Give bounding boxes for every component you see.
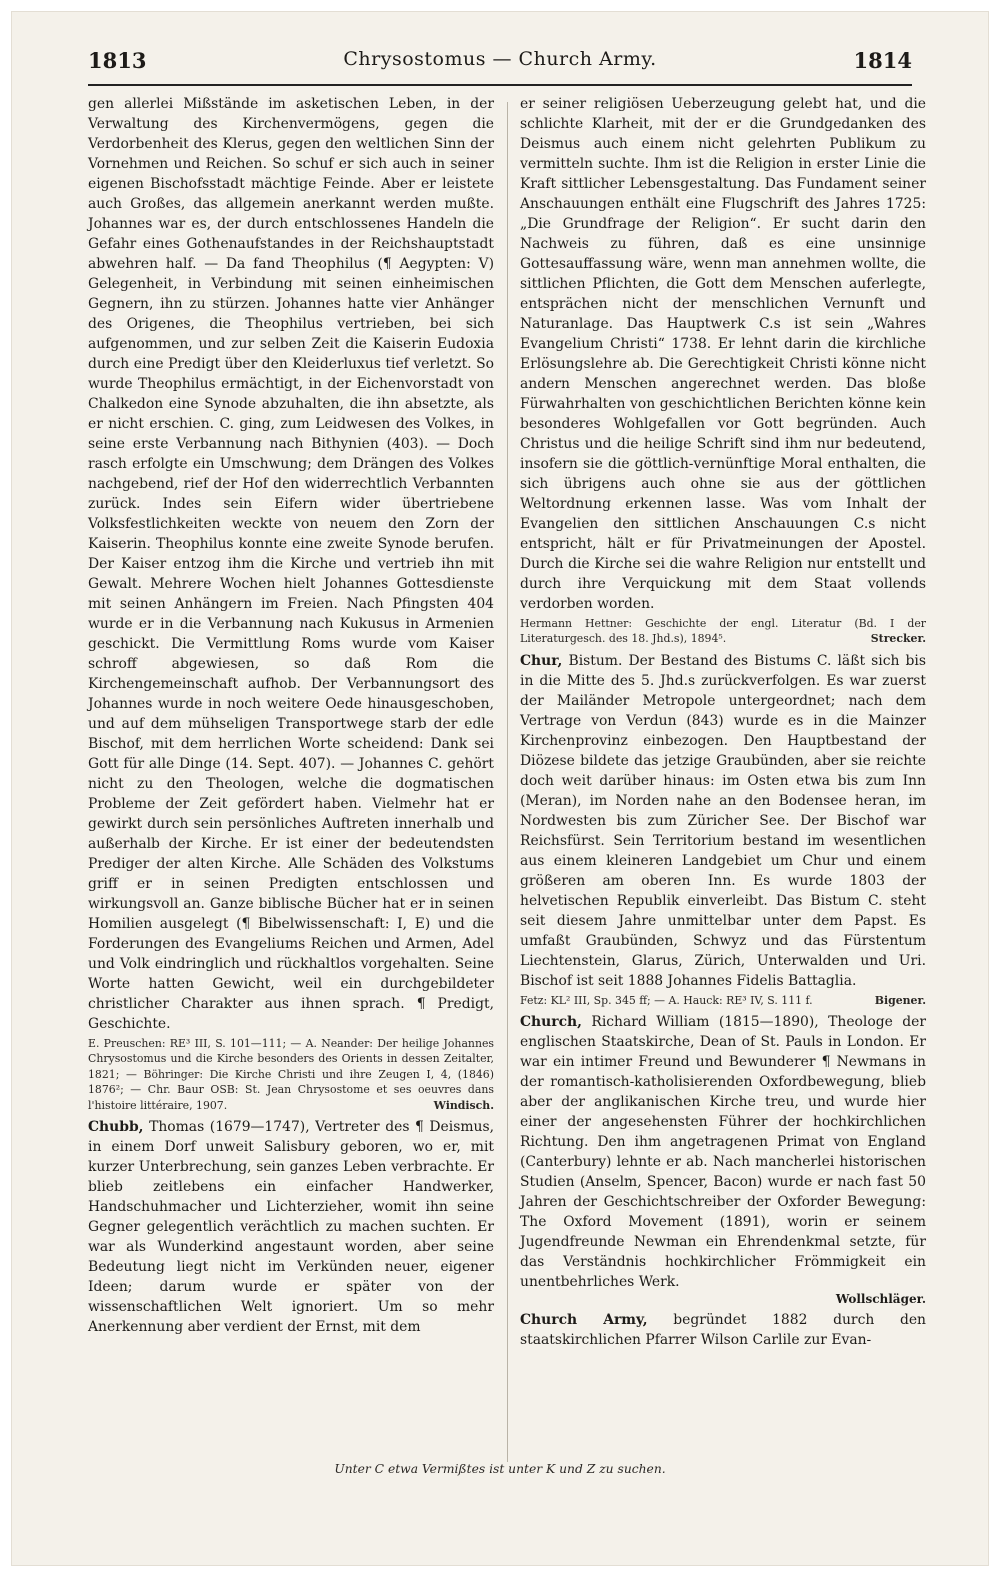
literature-chrysostomus bbox=[88, 1036, 494, 1113]
page-footer-note: Unter C etwa Vermißtes ist unter K und Z zu suchen. bbox=[334, 1462, 666, 1476]
entry-chubb bbox=[88, 1117, 494, 1337]
right-column bbox=[520, 94, 926, 1350]
left-page-number: 1813 bbox=[88, 48, 147, 73]
entry-chur bbox=[520, 651, 926, 991]
entry-text: begründet 1882 durch den staatskirchlichen Pfarrer Wilson Carlile zur Evan- bbox=[520, 1312, 926, 1349]
literature-text: E. Preuschen: RE³ III, S. 101—111; — A. Neander: Der heilige Johannes Chrysostomus und die Kirche besonders des Orients in dessen Zeitalter, 1821; — Böhringer: Die Kirche Christi und ihre Zeugen I, 4, (1846) 1876²; — Chr. Baur OSB: St. Jean Chrysostome et ses oeuvres dans l'histoire littéraire, 1907. bbox=[88, 1037, 494, 1112]
author-signature: Windisch. bbox=[433, 1098, 494, 1112]
author-signature: Bigener. bbox=[874, 993, 926, 1007]
page-header bbox=[88, 48, 912, 82]
entry-church-army bbox=[520, 1310, 926, 1350]
literature-chur bbox=[520, 993, 926, 1008]
entry-church bbox=[520, 1012, 926, 1292]
literature-chubb bbox=[520, 616, 926, 647]
dictionary-page bbox=[12, 12, 988, 1565]
author-signature: Wollschläger. bbox=[835, 1292, 926, 1307]
author-signature: Strecker. bbox=[870, 632, 926, 646]
lemma-church-army: Church Army, bbox=[520, 1312, 648, 1329]
entry-text: Richard William (1815—1890), Theologe der englischen Staatskirche, Dean of St. Pauls in London. Er war ein intimer Freund und Bewunderer ¶ Newmans in der romantisch-katholisierenden Oxfordbewegung, blieb aber der anglikanischen Kirche treu, und wurde hier einer der angesehensten Führer der hochkirchlichen Richtung. Den ihm angetragenen Primat von England (Canterbury) lehnte er ab. Nach mancherlei historischen Studien (Anselm, Spencer, Bacon) wurde er nach fast 50 Jahren der Geschichtschreiber der Oxforder Bewegung: The Oxford Movement (1891), worin er seinem Jugendfreunde Newman ein Ehrendenkmal setzte, für das Verständnis hochkirchlicher Frömmigkeit ein unentbehrliches Werk. bbox=[520, 1014, 926, 1291]
literature-text: Hermann Hettner: Geschichte der engl. Literatur (Bd. I der Literaturgesch. des 18. Jhd.s), 1894⁵. bbox=[520, 617, 926, 646]
right-page-number: 1814 bbox=[853, 48, 912, 73]
chubb-continuation: er seiner religiösen Ueberzeugung gelebt hat, und die schlichte Klarheit, mit der er die Grundgedanken des Deismus auch einem nicht gelehrten Publikum zu vermitteln suchte. Ihm ist die Religion in erster Linie die Kraft sittlicher Lebensgestaltung. Das Fundament seiner Anschauungen enthält eine Flugschrift des Jahres 1725: „Die Grundfrage der Religion“. Er sucht darin den Nachweis zu führen, daß es eine unsinnige Gottesauffassung wäre, wenn man annehmen wollte, die sittlichen Pflichten, die Gott dem Menschen auferlegte, entsprächen nicht der menschlichen Vernunft und Naturanlage. Das Hauptwerk C.s ist sein „Wahres Evangelium Christi“ 1738. Er lehnt darin die kirchliche Erlösungslehre ab. Die Gerechtigkeit Christi könne nicht andern Menschen angerechnet werden. Das bloße Fürwahrhalten von geschichtlichen Berichten könne kein besonderes Wohlgefallen vor Gott begründen. Auch Christus und die heilige Schrift sind ihm nur bedeutend, insofern sie die göttlich-vernünftige Moral enthalten, die sich übrigens auch ohne sie aus der göttlichen Weltordnung erkennen lasse. Was vom Inhalt der Evangelien den sittlichen Anschauungen C.s nicht entspricht, hält er für Privatmeinungen der Apostel. Durch die Kirche sei die wahre Religion nur entstellt und durch ihre Verquickung mit dem Staat vollends verdorben worden. bbox=[520, 96, 926, 612]
literature-text: Fetz: KL² III, Sp. 345 ff; — A. Hauck: RE³ IV, S. 111 f. bbox=[520, 993, 813, 1007]
lemma-church: Church, bbox=[520, 1014, 582, 1031]
lemma-chubb: Chubb, bbox=[88, 1119, 144, 1136]
running-title: Chrysostomus — Church Army. bbox=[343, 48, 657, 70]
header-rule bbox=[88, 84, 912, 86]
entry-text: Bistum. Der Bestand des Bistums C. läßt sich bis in die Mitte des 5. Jhd.s zurückverfolgen. Es war zuerst der Mailänder Metropole untergeordnet; nach dem Vertrage von Verdun (843) wurde es in die Mainzer Kirchenprovinz einbezogen. Den Hauptbestand der Diözese bildete das jetzige Graubünden, aber sie reichte doch weit darüber hinaus: im Osten etwa bis zum Inn (Meran), im Norden nahe an den Bodensee heran, im Nordwesten bis zum Züricher See. Der Bischof war Reichsfürst. Sein Territorium bestand im wesentlichen aus einem kleineren Landgebiet um Chur und einem größeren am oberen Inn. Es wurde 1803 der helvetischen Republik einverleibt. Das Bistum C. steht seit diesem Jahre unmittelbar unter dem Papst. Es umfaßt Graubünden, Schwyz und das Fürstentum Liechtenstein, Glarus, Zürich, Unterwalden und Uri. Bischof ist seit 1888 Johannes Fidelis Battaglia. bbox=[520, 652, 926, 989]
entry-text: Thomas (1679—1747), Vertreter des ¶ Deismus, in einem Dorf unweit Salisbury geboren, wo er, mit kurzer Unterbrechung, sein ganzes Leben verbrachte. Er blieb zeitlebens ein einfacher Handwerker, Handschuhmacher und Lichterzieher, womit ihn seine Gegner gelegentlich verächtlich zu machen suchten. Er war als Wunderkind angestaunt worden, aber seine Bedeutung liegt nicht im Verkünden neuer, eigener Ideen; darum wurde er später von der wissenschaftlichen Welt ignoriert. Um so mehr Anerkennung aber verdient der Ernst, mit dem bbox=[88, 1119, 494, 1336]
column-separator bbox=[507, 102, 508, 1462]
left-column bbox=[88, 94, 494, 1337]
chrysostomus-continuation: gen allerlei Mißstände im asketischen Leben, in der Verwaltung des Kirchenvermögens, gegen die Verdorbenheit des Klerus, gegen den weltlichen Sinn der Vornehmen und Reichen. So schuf er sich auch in seiner eigenen Bischofsstadt mächtige Feinde. Aber er leistete auch Großes, das allgemein anerkannt werden mußte. Johannes war es, der durch entschlossenes Handeln die Gefahr eines Gothenaufstandes in der Reichshauptstadt abwehren half. — Da fand Theophilus (¶ Aegypten: V) Gelegenheit, in Verbindung mit seinen einheimischen Gegnern, ihn zu stürzen. Johannes hatte vier Anhänger des Origenes, die Theophilus vertrieben, bei sich aufgenommen, und zur selben Zeit die Kaiserin Eudoxia durch eine Predigt über den Kleiderluxus tief verletzt. So wurde Theophilus ermächtigt, in der Eichenvorstadt von Chalkedon eine Synode abzuhalten, die ihn absetzte, als er nicht erschien. C. ging, zum Leidwesen des Volkes, in seine erste Verbannung nach Bithynien (403). — Doch rasch erfolgte ein Umschwung; dem Drängen des Volkes nachgebend, rief der Hof den widerrechtlich Verbannten zurück. Indes sein Eifern wider übertriebene Volksfestlichkeiten weckte von neuem den Zorn der Kaiserin. Theophilus konnte eine zweite Synode berufen. Der Kaiser entzog ihm die Kirche und vertrieb ihn mit Gewalt. Mehrere Wochen hielt Johannes Gottesdienste mit seinen Anhängern im Freien. Nach Pfingsten 404 wurde er in die Verbannung nach Kukusus in Armenien geschickt. Die Vermittlung Roms wurde vom Kaiser schroff abgewiesen, so daß Rom die Kirchengemeinschaft aufhob. Der Verbannungsort des Johannes wurde in noch weitere Oede hinausgeschoben, und auf dem mühseligen Transportwege starb der edle Bischof, mit dem herrlichen Worte scheidend: Dank sei Gott für alle Dinge (14. Sept. 407). — Johannes C. gehört nicht zu den Theologen, welche die dogmatischen Probleme der Zeit gefördert haben. Vielmehr hat er gewirkt durch sein persönliches Auftreten innerhalb und außerhalb der Kirche. Er ist einer der bedeutendsten Prediger der alten Kirche. Alle Schäden des Volkstums griff er in seinen Predigten entschlossen und wirkungsvoll an. Ganze biblische Bücher hat er in seinen Homilien ausgelegt (¶ Bibelwissenschaft: I, E) und die Forderungen des Evangeliums Reichen und Armen, Adel und Volk eindringlich und rückhaltlos vorgehalten. Seine Worte hatten Gewicht, weil ein durchgebildeter christlicher Charakter aus ihnen sprach. ¶ Predigt, Geschichte. bbox=[88, 96, 494, 1032]
lemma-chur: Chur, bbox=[520, 652, 563, 669]
